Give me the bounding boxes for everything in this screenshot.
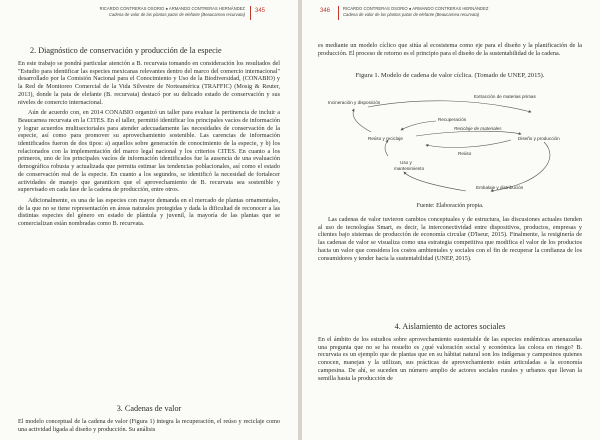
right-header-title: Cadena de valor de las plantas patas de elefante (Beaucarnea recurvata) (343, 12, 480, 17)
section-2-title: 2. Diagnóstico de conservación y producción de la especie (30, 46, 222, 55)
section-3-title: 3. Cadenas de valor (116, 404, 182, 413)
arrow-to-incineration (353, 109, 371, 132)
arrow-extraction (368, 101, 531, 112)
left-body-text (18, 60, 280, 231)
arrow-reuse-inner (426, 140, 511, 147)
left-page (0, 0, 298, 440)
value-chain-diagram (326, 84, 576, 200)
node-reuse: Reúso (458, 151, 472, 156)
right-paragraph-2: Las cadenas de valor tuvieron cambios conceptuales y de estructura, las discusiones actuales tienden al uso de tecnologías Smart, es decir, la interconectividad entre dispositivos, productos, empresas y clientes bajo sistemas de producción de economía circular (D'Iseur, 2015). Finalmente, la resiginería de las cadenas de valor se visualiza como una estrategia competitiva que modifica el valor de los productos hacia un valor que considera los costos ambientales y sociales con el fin de recuperar la confianza de los consumidores y tender hacia la sustentabilidad (UNEP, 2015). (318, 216, 582, 262)
arrow-recovery (401, 121, 436, 130)
node-reuse-recycling: Reúso y reciclaje (368, 136, 403, 141)
left-paragraph-1: En este trabajo se pondrá particular atención a B. recurvata tomando en consideración los resultados del "Estudio para identificar las especies mexicanas relevantes dentro del marco del comercio internacional" desarrollado por la Comisión Nacional para el Conocimiento y Uso de la Biodiversidad, (CONABIO) y la Red de Monitoreo Comercial de la Vida Silvestre de Norteamérica (TRAFFIC) (Mosig & Reuter, 2013), donde la pata de elefante (B. recurvata) destacó por su delicado estado de conservación y sus niveles de comercio internacional. (18, 60, 280, 106)
left-page-number: 345 (255, 8, 266, 14)
right-header-divider (338, 6, 339, 20)
arrow-material-recycling (416, 131, 521, 136)
right-paragraph-3: En el ámbito de los estudios sobre aprovechamiento sustentable de las especies endémicas amenazadas una pregunta que no se ha resuelto es ¿qué valoración social y económica las coloca en riesgo? B. recurvata es un ejemplo que de plantas que en su hábitat natural son los indígenas y campesinos quienes conocen, manejan y la utilizan, sus prácticas de aprovechamiento están articuladas a la economía campesina. De ahí, se suceden un número amplio de actores sociales rurales y urbanos que llevan la semilla hasta la producción de (318, 336, 582, 382)
node-incineration: Incineración y disposición (328, 100, 381, 105)
right-body-text (318, 216, 582, 265)
figure-1-title: Figura 1. Modelo de cadena de valor cíclica. (Tomado de UNEP, 2015). (355, 72, 545, 79)
right-intro-text (318, 42, 582, 60)
right-section-4-text (318, 336, 582, 385)
node-distribution: Embalaje y distribución (476, 185, 524, 190)
left-running-header (40, 6, 245, 18)
node-use-line2: mantenimiento (394, 166, 425, 171)
right-intro-paragraph: es mediante un modelo cíclico que sitúa al ecosistema como eje para el diseño y la planificación de la producción. El proceso de retorno es el principio para el diseño de la sustentabilidad de la cadena. (318, 42, 582, 57)
node-extraction: Extracción de materias primas (474, 94, 536, 99)
node-design: Diseño y producción (518, 136, 560, 141)
left-header-title: Cadena de valor de las plantas patas de elefante (Beaucarnea recurvata) (108, 12, 245, 17)
left-paragraph-2: Aún de acuerdo con, en 2014 CONABIO organizó un taller para evaluar la pertinencia de incluir a Beaucarnea recurvata en la CITES. En el taller, permitió identificar los principales vacíos de información y lograr acuerdos multisectoriales para atender adecuadamente las necesidades de conservación de la especie, así como para promover su aprovechamiento sostenible. Las carencias de información identificados fueron de dos tipos: a) aquellos sobre generación de conocimiento de la especie, y b) los relacionados con la implementación del marco legal nacional y los criterios CITES. En cuanto a los primeros, uno de los principales vacíos de información identificados fue la ausencia de una evaluación demográfica robusta y actualizada que permita estimar las tendencias poblacionales, así como el estado de conservación real de la especie. En cuanto a los segundos, se identificó la necesidad de fortalecer actividades de manejo que garanticen que el aprovechamiento de B. recurvata sea sostenible y supervisado en cada fase de la cadena de producción, entre otros. (18, 109, 280, 194)
node-recovery: Recuperación (438, 117, 467, 122)
left-header-authors: RICARDO CONTRERAS OSORIO ● ARMANDO CONTRERAS HERNÁNDEZ (99, 6, 245, 11)
arrow-use-to-reuse (385, 140, 388, 156)
figure-source: Fuente: Elaboración propia. (416, 203, 484, 209)
left-header-divider (250, 6, 251, 20)
arrow-to-use (404, 172, 466, 191)
left-paragraph-3: Adicionalmente, es una de las especies con mayor demanda en el mercado de plantas ornamentales, de la que no se tiene representación en áreas naturales protegidas y dada la dificultad de reconocer a las distintas especies del género en estado de plántula y juvenil, la mayoría de las plantas que se comercializan están nombradas como B. recurvata. (18, 196, 280, 228)
right-page (302, 0, 600, 440)
left-section-3-text (18, 418, 280, 436)
arrow-distribution (491, 142, 550, 191)
node-use-line1: Uso y (400, 160, 412, 165)
right-running-header (343, 6, 563, 18)
right-page-number: 346 (320, 8, 331, 14)
section-4-title: 4. Aislamiento de actores sociales (394, 322, 506, 331)
right-header-authors: RICARDO CONTRERAS OSORIO ● ARMANDO CONTRERAS HERNÁNDEZ (343, 6, 489, 11)
left-section-3-paragraph: El modelo conceptual de la cadena de valor (Figura 1) integra la recuperación, el reúso y reciclaje como una actividad ligada al diseño y producción. Su análisis (18, 418, 280, 433)
node-material-recycling: Reciclaje de materiales (454, 126, 502, 131)
